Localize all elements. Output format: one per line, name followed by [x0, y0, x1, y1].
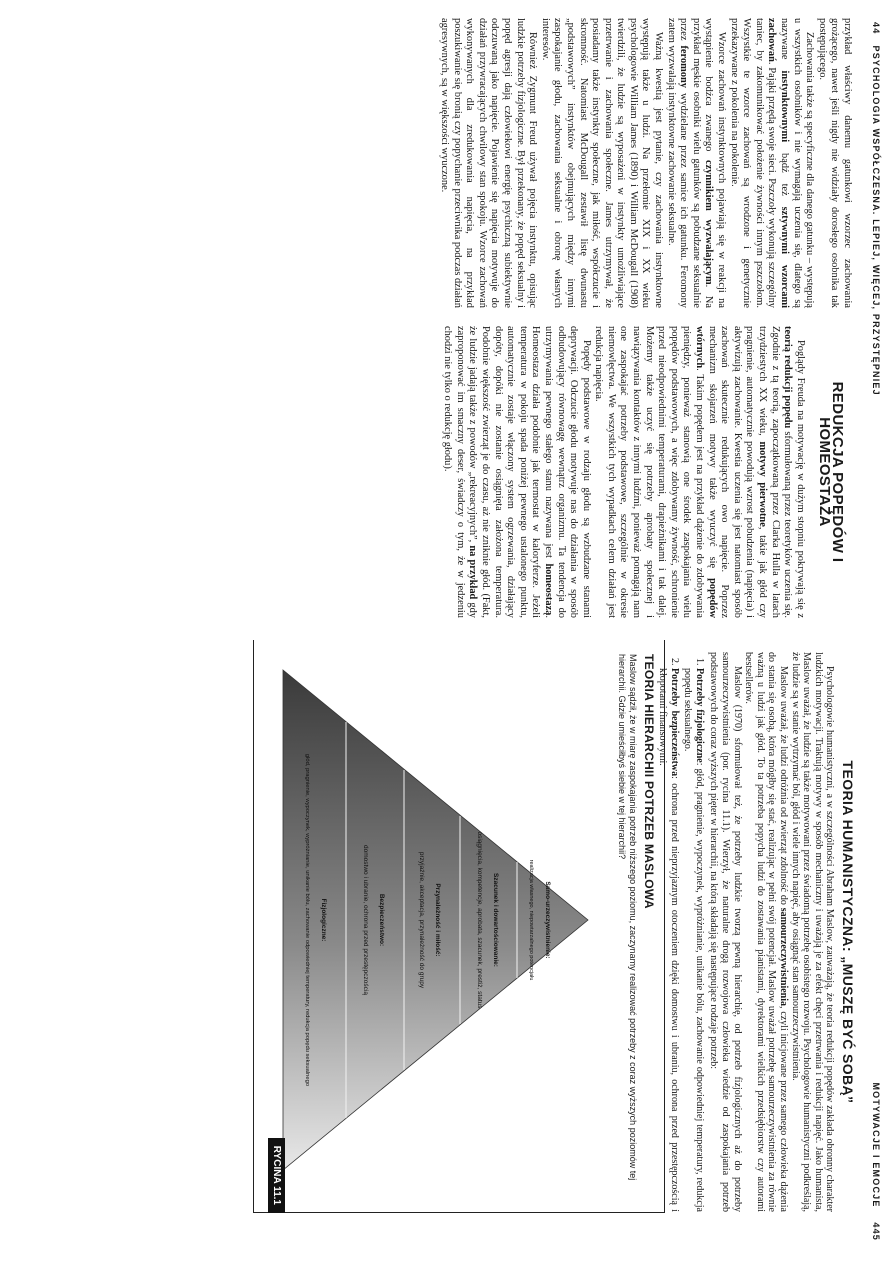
- left-column-1: [23, 18, 853, 308]
- figure-label: RYCINA 11.1: [268, 1138, 285, 1213]
- left-column-2: [13, 326, 853, 618]
- level-2-title: Bezpieczeństwo:: [378, 893, 385, 947]
- paragraph: Zachowania także są specyficzne dla danego gatunku – występują u wszystkich osobników i nie wymagają uczenia się, dlatego są nazywane instynktownymi bądź też sztywnymi wzorcami zachowań. Pająki przędą swoje sieci. Pszczoły wykonują szczególny taniec, by zakomunikować położenie żywności innym pszczołom. Wszystkie te wzorce zachowań są wrodzone i genetycznie przekazywane z pokolenia na pokolenie.: [728, 18, 816, 308]
- level-1-title: Fizjologiczne:: [320, 898, 327, 942]
- paragraph: Popędy podstawowe w rodzaju głodu są wzbudzane stanami deprywacji. Odczucie głodu motywuje nas do działania w sposób odbudowujący równowagę wewnątrz organizmu. Ta tendencja do utrzymywania pewnego stałego stanu nazywana jest homeostazą. Homeostaza działa podobnie jak termostat w kaloryferze. Jeżeli temperatura w pokoju spada poniżej pewnego ustalonego punktu, automatycznie zostaje włączony system ogrzewania, działający dopóty, dopóki nie zostanie osiągnięta założona temperatura. Podobnie większość zwierząt je do czasu, aż nie zniknie głód. (Fakt, że ludzie jadają także z powodów „rekreacyjnych”, na przykład gdy zaproponować im smaczny deser, świadczy o tym, że w jedzeniu chodzi nie tylko o redukcję głodu).: [442, 326, 592, 618]
- figure-title: TEORIA HIERARCHII POTRZEB MASLOWA: [642, 654, 656, 909]
- paragraph: Również Zygmunt Freud używał pojęcia instynktu, opisując ludzkie potrzeby fizjologiczne. Był przekonany, że popęd seksualny i popęd agresji dają człowiekowi energię psychiczną subiektywnie odczuwaną jako napięcie. Pojawienie się napięcia motywuje do działań przywracających chwilowy stan spokoju. Wzorce zachowań wykonywanych dla zredukowania napięcia, na przykład poszukiwanie się bronią czy popychanie przeciwnika podczas działań agresywnych, są w większości wyuczone.: [439, 18, 539, 308]
- paragraph: Ważną kwestią jest pytanie, czy zachowania instynktowne występują także u ludzi. Na przełomie XIX i XX wieku psychologowie William James (1890) i William McDougall (1908) twierdzili, że ludzie są wyposażeni w instynkty umożliwiające przetrwanie i zachowania społeczne. James utrzymywał, że posiadamy także instynkty społeczne, jak miłość, współczucie i skromność. Natomiast McDougall zestawił listę dwunastu „podstawowych” instynktów obejmujących między innymi zaspokajanie głodu, zachowania seksualne i obronę własnych interesów.: [539, 18, 665, 308]
- left-page-header: [871, 22, 881, 396]
- level-3-text: przyjaźnie, akceptacja, przynależność do grupy: [418, 851, 425, 989]
- section-heading: REDUKCJA POPĘDÓW I HOMEOSTAZA: [816, 381, 846, 563]
- figure-box: [253, 640, 665, 1213]
- level-1-text: głód, pragnienie, wypoczynek, wypróżnianie, unikanie bólu, zachowanie odpowiedniej temperatury, redukcja popędu seksualnego: [304, 753, 310, 1087]
- paragraph: Maslow uważał, że ludzi odróżnia od zwierząt zdolność do samourzeczywistnienia, czyli inicjowane przez samego człowieka dążenia do stania się osobą, która mógłby się stać, realizując w pełni swój potencjał. Maslow uważał potrzebę samourzeczywistnienia za równie ważną u ludzi jak głód. To ta potrzeba popycha ludzi do zostawania pianistami, dyrektorami wielkich przedsiębiorstw czy autorami bestsellerów.: [743, 652, 790, 1212]
- level-5-text: realizacja własnego, niepowtarzalnego potencjału: [528, 859, 534, 981]
- level-4-text: osiągnięcia, kompetencje, aprobata, szacunek, prestiż, status: [476, 831, 483, 1009]
- paragraph: Maslow (1970) sformułował też, że potrzeby ludzkie tworzą pewną hierarchię, od potrzeb fizjologicznych aż do potrzeby samourzeczywistnienia (por. rycina 11.1). Wierzył, że naturalne drogą rozwojowa człowieka wiedzie od zaspokajania potrzeb podstawowych do coraz wyższych pięter w hierarchii, na którą składają się następujące rodzaje potrzeb:: [708, 652, 743, 1212]
- maslow-pyramid: [268, 650, 608, 1190]
- paragraph: Psychologowie humanistyczni, a w szczególności Abraham Maslow, zauważają, że teoria redukcji popędów zakłada obronny charakter ludzkich motywacji. Traktują motywy w sposób mechaniczny i uważają je za efekt chęci przetrwania i redukcji napięć. Jako humanista, Maslow uważał, że ludzie są także motywowani przez świadomą potrzebę osobistego rozwoju. Psychologowie humanistyczni podkreślają, że ludzie są w stanie wytrzymać ból, głód i wiele innych napięć, aby osiągnąć stan samourzeczywistnienia.: [789, 652, 836, 1212]
- paragraph: Poglądy Freuda na motywację w dużym stopniu pokrywają się z teorią redukcji popędu sformułowaną przez teoretyków uczenia się. Zgodnie z tą teorią, zapoczątkowaną przez Clarka Hulla w latach trzydziestych XX wieku, motywy pierwotne, takie jak głód czy pragnienie, automatycznie powodują wzrost pobudzenia (napięcia) i aktywizują zachowanie. Kwestia uczenia się jest natomiast sposób zachowań skutecznie redukujących owo napięcie. Poprzez mechanizm skojarzeń motywy także wyuczyć się popędów wtórnych. Takim popędem jest na przykład dążenie do zdobywania pieniędzy, ponieważ stanowią one środek zaspokajania wielu popędów podstawowych, a więc zdobywamy żywność, schronienie przed nieodpowiednimi temperaturami, drapieżnikami i tak dalej. Możemy także uczyć się potrzeby aprobaty społecznej i nawiązywania kontaktów z innymi ludźmi, ponieważ pomagają nam one zaspokajać potrzeby podstawowe, szczególnie w okresie niemowlęctwa. We wszystkich tych wypadkach celem działań jest redukcja napięcia.: [593, 326, 806, 618]
- paragraph: Wzorce zachowań instynktownych pojawiają się w reakcji na wystąpienie bodźca zwanego czynnikiem wyzwalającym. Na przykład męskie osobniki wielu gatunków są pobudzane seksualnie przez feromony wydzielane przez samice ich gatunku. Feromony zatem wyzwalają instynktowne zachowanie seksualne.: [665, 18, 728, 308]
- level-3-title: Przynależność i miłość:: [434, 883, 441, 957]
- section-heading: TEORIA HUMANISTYCZNA: „MUSZĘ BYĆ SOBĄ”: [840, 760, 856, 1104]
- level-2-text: domostwo i ubranie, ochrona przed przestępczością: [362, 845, 369, 995]
- level-5-title: Samo-urzeczywistnienie:: [544, 881, 551, 959]
- right-page-header: [871, 1082, 881, 1241]
- left-page-number: 44: [871, 22, 881, 35]
- level-4-title: Szacunek i dowartościowanie:: [492, 873, 499, 967]
- figure-caption: Maslow sądził, że w miarę zaspokajania potrzeb niższego poziomu, zaczynamy realizować potrzeby z coraz wyższych poziomów tej hierarchii. Gdzie umieściłbyś siebie w tej hierarchii?: [617, 654, 638, 1181]
- paragraph: przykład właściwy danemu gatunkowi wzorzec zachowania grożącego, nawet jeśli nigdy nie widziały dorosłego osobnika tak postępującego.: [816, 18, 853, 308]
- left-running-head: PSYCHOLOGIA WSPÓŁCZESNA. LEPIEJ, WIĘCEJ, PRZYSTĘPNIEJ: [871, 45, 881, 396]
- list-item: 1. Potrzeby fizjologiczne: głód, pragnienie, wypoczynek, wypróżnianie, unikanie bólu, zachowanie odpowiedniej temperatury, redukcja popędu seksualnego.: [682, 668, 705, 1212]
- right-text-block: [657, 652, 856, 1213]
- right-running-head: MOTYWACJE I EMOCJE: [871, 1082, 881, 1208]
- list-item: 2. Potrzeby bezpieczeństwa: ochrona przed nieprzyjaznym otoczeniem dzięki domostwu i ubraniu, ochrona przed przestępczością i kłopotami finansowymi.: [657, 668, 680, 1212]
- right-page-number: 445: [871, 1222, 881, 1241]
